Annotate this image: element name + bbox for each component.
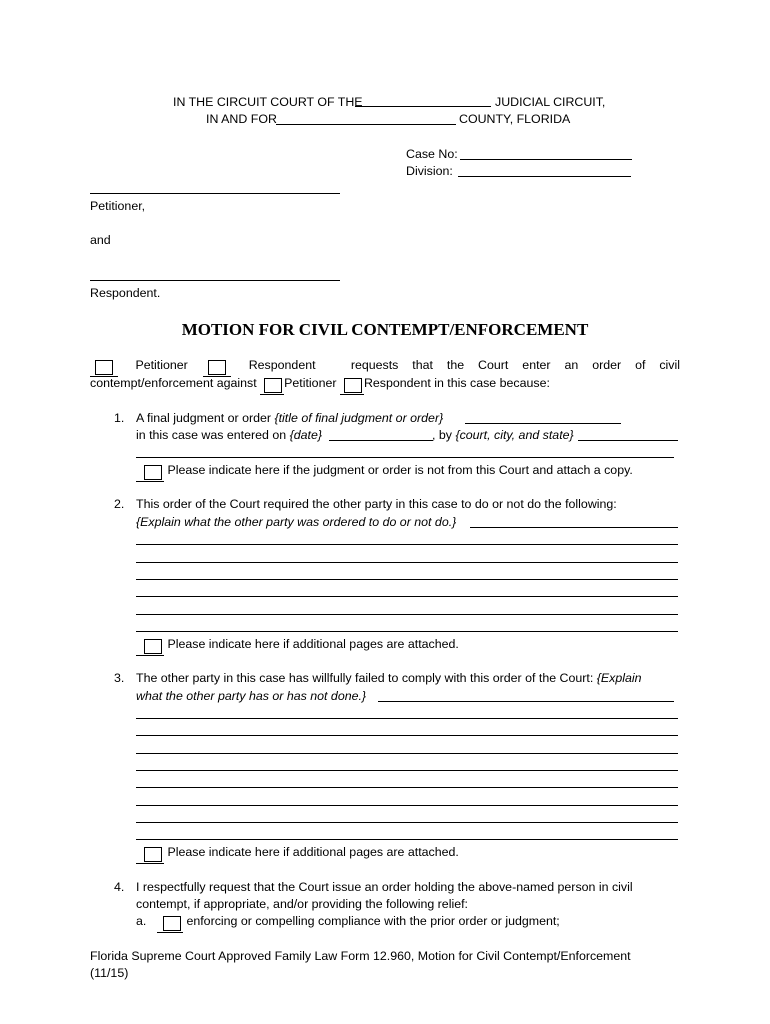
- and-label: and: [90, 233, 111, 247]
- case-no-field[interactable]: [460, 159, 632, 160]
- item-4-line-2: contempt, if appropriate, and/or providing the following relief:: [136, 897, 468, 911]
- not-done-line-3[interactable]: [136, 753, 678, 754]
- court-line-1-right: JUDICIAL CIRCUIT,: [495, 95, 606, 109]
- item-3-line-1: The other party in this case has willfully failed to comply with this order of the Court: {Explain: [136, 671, 642, 685]
- ordered-line-6[interactable]: [136, 631, 678, 632]
- item-2-number: 2.: [114, 497, 125, 511]
- division-label: Division:: [406, 164, 453, 178]
- ordered-line-5[interactable]: [136, 614, 678, 615]
- additional-pages-checkbox-3[interactable]: [144, 847, 162, 862]
- ordered-line-1[interactable]: [136, 544, 678, 545]
- case-no-label: Case No:: [406, 147, 458, 161]
- item-4-number: 4.: [114, 880, 125, 894]
- item-4-line-1: I respectfully request that the Court issue an order holding the above-named person in civil: [136, 880, 633, 894]
- court-line-2-right: COUNTY, FLORIDA: [459, 112, 571, 126]
- not-done-line-4[interactable]: [136, 770, 678, 771]
- not-done-line-1[interactable]: [136, 718, 678, 719]
- petitioner-label: Petitioner,: [90, 199, 146, 213]
- item-2-line-1: This order of the Court required the other party in this case to do or not do the following:: [136, 497, 617, 511]
- not-done-line-8[interactable]: [136, 839, 678, 840]
- not-done-explanation-field[interactable]: [378, 701, 674, 702]
- additional-pages-checkbox-2[interactable]: [144, 639, 162, 654]
- item-1-number: 1.: [114, 411, 125, 425]
- enforcing-compliance-checkbox[interactable]: [163, 916, 181, 931]
- intro-line-2: contempt/enforcement against Petitioner Respondent in this case because:: [90, 376, 550, 395]
- respondent-checkbox[interactable]: [208, 360, 226, 375]
- division-field[interactable]: [458, 176, 631, 177]
- ordered-line-4[interactable]: [136, 596, 678, 597]
- item-1-line-1: A final judgment or order {title of final judgment or order}: [136, 411, 444, 425]
- item-3-number: 3.: [114, 671, 125, 685]
- not-from-this-court-checkbox[interactable]: [144, 465, 162, 480]
- judgment-title-field[interactable]: [465, 423, 621, 424]
- not-done-line-5[interactable]: [136, 787, 678, 788]
- item-1-line-2-mid: , by {court, city, and state}: [432, 428, 574, 442]
- item-1-checkbox-row: Please indicate here if the judgment or order is not from this Court and attach a copy.: [136, 463, 633, 482]
- not-done-line-7[interactable]: [136, 822, 678, 823]
- item-2-line-2: {Explain what the other party was ordered to do or not do.}: [136, 515, 457, 529]
- court-line-2-left: IN AND FOR: [206, 112, 277, 126]
- against-respondent-checkbox[interactable]: [344, 378, 362, 393]
- footer-form-date: (11/15): [90, 966, 129, 980]
- petitioner-name-field[interactable]: [90, 193, 340, 194]
- respondent-label: Respondent.: [90, 286, 161, 300]
- petitioner-checkbox[interactable]: [95, 360, 113, 375]
- intro-line-1: Petitioner Respondent requests that the Court enter an order of civil: [90, 358, 680, 377]
- not-done-line-2[interactable]: [136, 735, 678, 736]
- respondent-name-field[interactable]: [90, 280, 340, 281]
- court-line-1-left: IN THE CIRCUIT COURT OF THE: [173, 95, 363, 109]
- item-4a-row: enforcing or compelling compliance with the prior order or judgment;: [157, 914, 560, 933]
- not-done-line-6[interactable]: [136, 805, 678, 806]
- footer-form-title: Florida Supreme Court Approved Family Law Form 12.960, Motion for Civil Contempt/Enforcement: [90, 949, 631, 963]
- judicial-circuit-field[interactable]: [355, 106, 491, 107]
- county-field[interactable]: [276, 124, 456, 125]
- date-field[interactable]: [329, 440, 433, 441]
- ordered-line-3[interactable]: [136, 579, 678, 580]
- ordered-line-2[interactable]: [136, 562, 678, 563]
- item-3-line-2: what the other party has or has not done.}: [136, 689, 367, 703]
- page-title: MOTION FOR CIVIL CONTEMPT/ENFORCEMENT: [181, 320, 589, 339]
- item-4a-label: a.: [136, 914, 147, 928]
- court-city-state-field-2[interactable]: [136, 457, 674, 458]
- item-3-checkbox-row: Please indicate here if additional pages are attached.: [136, 845, 459, 864]
- item-2-checkbox-row: Please indicate here if additional pages are attached.: [136, 637, 459, 656]
- item-1-line-2: in this case was entered on {date}: [136, 428, 323, 442]
- against-petitioner-checkbox[interactable]: [264, 378, 282, 393]
- court-city-state-field[interactable]: [578, 440, 678, 441]
- ordered-explanation-field[interactable]: [470, 527, 678, 528]
